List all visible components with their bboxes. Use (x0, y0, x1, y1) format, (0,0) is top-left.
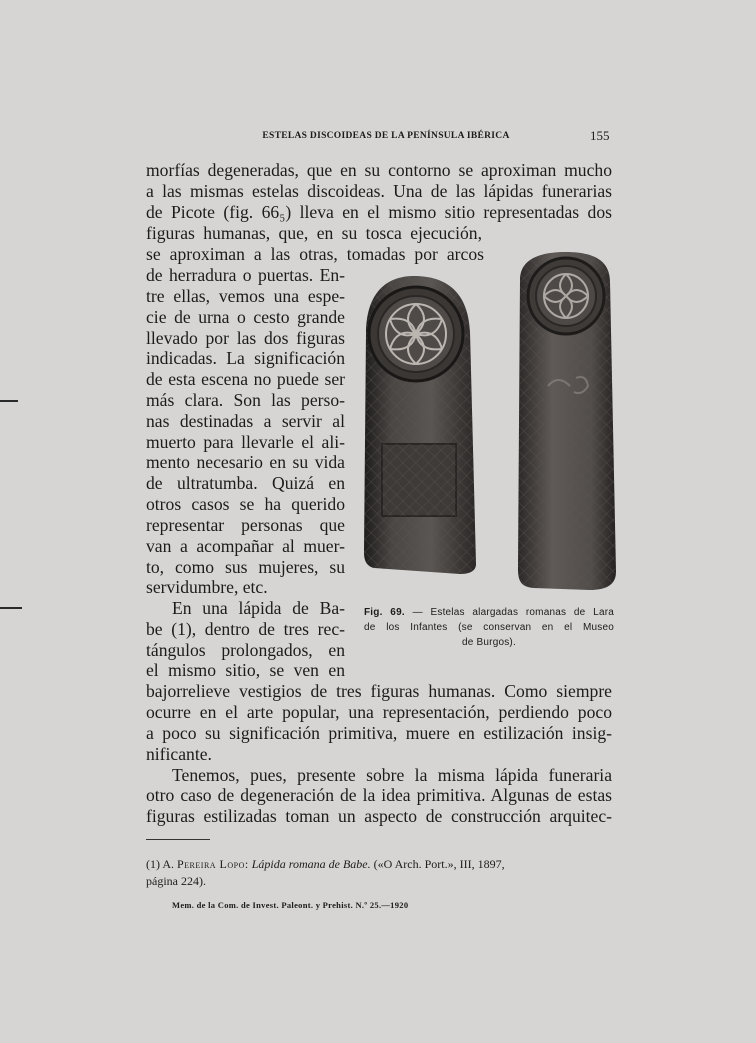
body-line: más clara. Son las perso- (146, 390, 345, 410)
body-line: ocurre en el arte popular, una representación, perdiendo poco (146, 702, 612, 722)
body-line: figuras estilizadas toman un aspecto de construcción arquitec- (146, 806, 612, 826)
body-line: el mismo sitio, se ven en (146, 660, 345, 680)
body-line: indicadas. La significación (146, 348, 345, 368)
body-line: cie de urna o cesto grande (146, 307, 345, 327)
body-line: morfías degeneradas, que en su contorno se aproximan mucho (146, 160, 612, 180)
caption-text-line1: — Estelas alargadas romanas de Lara (412, 607, 614, 618)
body-line: servidumbre, etc. (146, 577, 268, 597)
running-title: ESTELAS DISCOIDEAS DE LA PENÍNSULA IBÉRICA (262, 131, 510, 141)
caption-text-line2: de los Infantes (se conservan en el Museo (364, 622, 614, 633)
caption-text-line3: de Burgos). (462, 637, 516, 648)
footnote-divider (146, 839, 210, 840)
body-line: nificante. (146, 744, 212, 764)
edge-mark-top (0, 400, 18, 402)
right-stela (518, 252, 616, 590)
left-stela (364, 276, 476, 574)
footnote-line2: página 224). (146, 874, 206, 888)
page-number: 155 (590, 128, 610, 143)
footnote-line1 (146, 856, 612, 872)
body-line: a las mismas estelas discoideas. Una de las lápidas funerarias (146, 181, 612, 201)
publication-footer: Mem. de la Com. de Invest. Paleont. y Prehist. N.º 25.—1920 (172, 900, 409, 910)
body-line: van a acompañar al muer- (146, 536, 345, 556)
body-line: otros casos se ha querido (146, 494, 345, 514)
footnote-marker: (1) A. (146, 857, 174, 871)
edge-mark-bottom (0, 607, 22, 609)
body-line: de Picote (fig. 66₅) lleva en el mismo sitio representadas dos (146, 202, 612, 222)
body-line: de esta escena no puede ser (146, 369, 345, 389)
body-line: llevado por las dos figuras (146, 328, 345, 348)
body-line: mento necesario en su vida (146, 452, 345, 472)
body-line: Tenemos, pues, presente sobre la misma lápida funeraria (172, 765, 612, 785)
figure-label: Fig. 69. (364, 607, 405, 618)
body-line: de herradura o puertas. En- (146, 265, 345, 285)
body-line: figuras humanas, que, en su tosca ejecución, (146, 223, 482, 243)
body-line: nas destinadas a servir al (146, 411, 345, 431)
body-line: de ultratumba. Quizá en (146, 473, 345, 493)
body-line: tre ellas, vemos una espe- (146, 286, 345, 306)
footnote-reference: («O Arch. Port.», III, 1897, (373, 857, 505, 871)
stelae-illustration (352, 246, 624, 596)
body-line: otro caso de degeneración de la idea primitiva. Algunas de estas (146, 785, 612, 805)
body-line: se aproximan a las otras, tomadas por arcos (146, 244, 484, 264)
body-line: a poco su significación primitiva, muere en estilización insig- (146, 723, 612, 743)
body-line: tángulos prolongados, en (146, 640, 345, 660)
footnote-author: Pereira Lopo: (177, 857, 249, 871)
body-line: muerto para llevarle el ali- (146, 432, 345, 452)
body-line: to, como sus mujeres, su (146, 557, 345, 577)
body-line: representar personas que (146, 515, 345, 535)
body-line: En una lápida de Ba- (172, 598, 345, 618)
body-line: be (1), dentro de tres rec- (146, 619, 345, 639)
body-line: bajorrelieve vestigios de tres figuras humanas. Como siempre (146, 681, 612, 701)
figure-caption (364, 605, 614, 650)
stelae-photograph (352, 246, 624, 596)
footnote-title: Lápida romana de Babe. (251, 857, 371, 871)
